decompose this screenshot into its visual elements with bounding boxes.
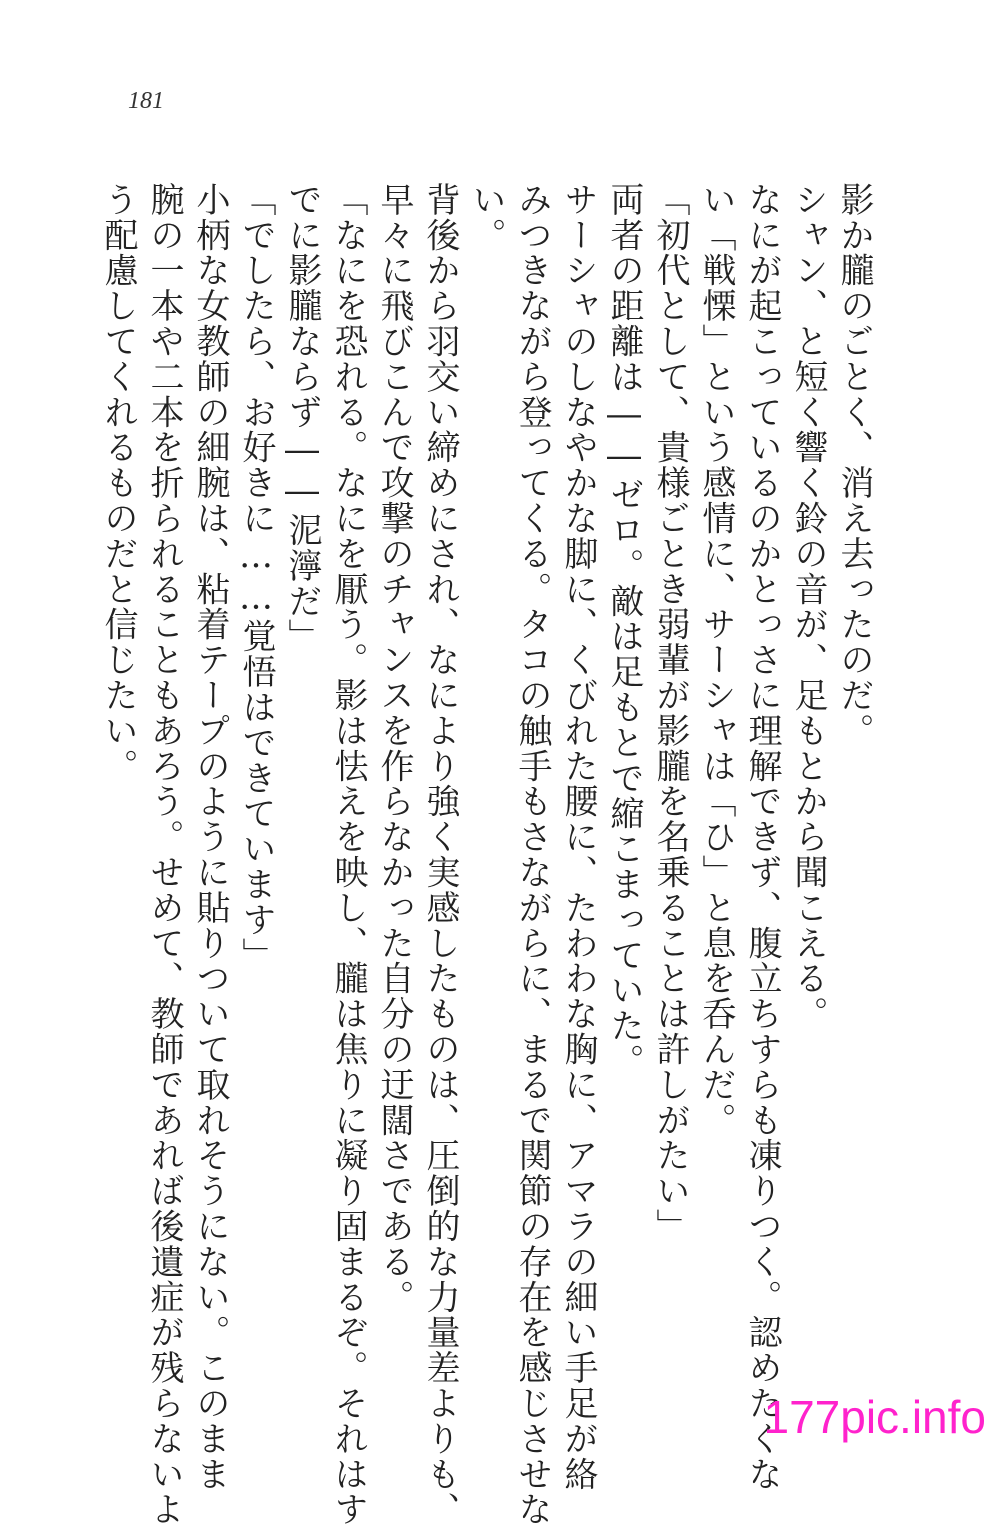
- text-line: 腕の一本や二本を折られることもあろう。せめて、教師であれば後遺症が残らないよ: [144, 182, 184, 1527]
- text-line: みつきながら登ってくる。タコの触手もさながらに、まるで関節の存在を感じさせな: [512, 182, 552, 1527]
- text-line: サーシャのしなやかな脚に、くびれた腰に、たわわな胸に、アマラの細い手足が絡: [558, 182, 598, 1492]
- text-line: 早々に飛びこんで攻撃のチャンスを作らなかった自分の迂闊さである。: [374, 182, 414, 1315]
- text-line: い。: [466, 182, 506, 253]
- text-line: 両者の距離は――ゼロ。敵は足もとで縮こまっていた。: [604, 182, 644, 1079]
- text-line: う配慮してくれるものだと信じたい。: [98, 182, 138, 784]
- text-line: い「戦慄」という感情に、サーシャは「ひ」と息を呑んだ。: [696, 182, 736, 1138]
- text-line: 背後から羽交い締めにされ、なにより強く実感したものは、圧倒的な力量差よりも、: [420, 182, 460, 1527]
- text-line: 「初代として、貴様ごとき弱輩が影朧を名乗ることは許しがたい」: [650, 182, 690, 1244]
- text-line: 小柄な女教師の細腕は、粘着テープのように貼りついて取れそうにない。このまま: [190, 182, 230, 1492]
- text-line: でに影朧ならず――泥濘だ」: [282, 182, 322, 655]
- text-line: 影か朧のごとく、消え去ったのだ。: [834, 182, 874, 749]
- text-line: 「なにを恐れる。なにを厭う。影は怯えを映し、朧は焦りに凝り固まるぞ。それはす: [328, 182, 368, 1527]
- page-number: 181: [128, 88, 164, 114]
- text-line: 「でしたら、お好きに……覚悟はできています」: [236, 182, 276, 973]
- watermark: 177pic.info: [763, 1391, 986, 1443]
- text-line: なにが起こっているのかとっさに理解できず、腹立ちすらも凍りつく。認めたくな: [742, 182, 782, 1492]
- text-line: シャン、と短く響く鈴の音が、足もとから聞こえる。: [788, 182, 828, 1032]
